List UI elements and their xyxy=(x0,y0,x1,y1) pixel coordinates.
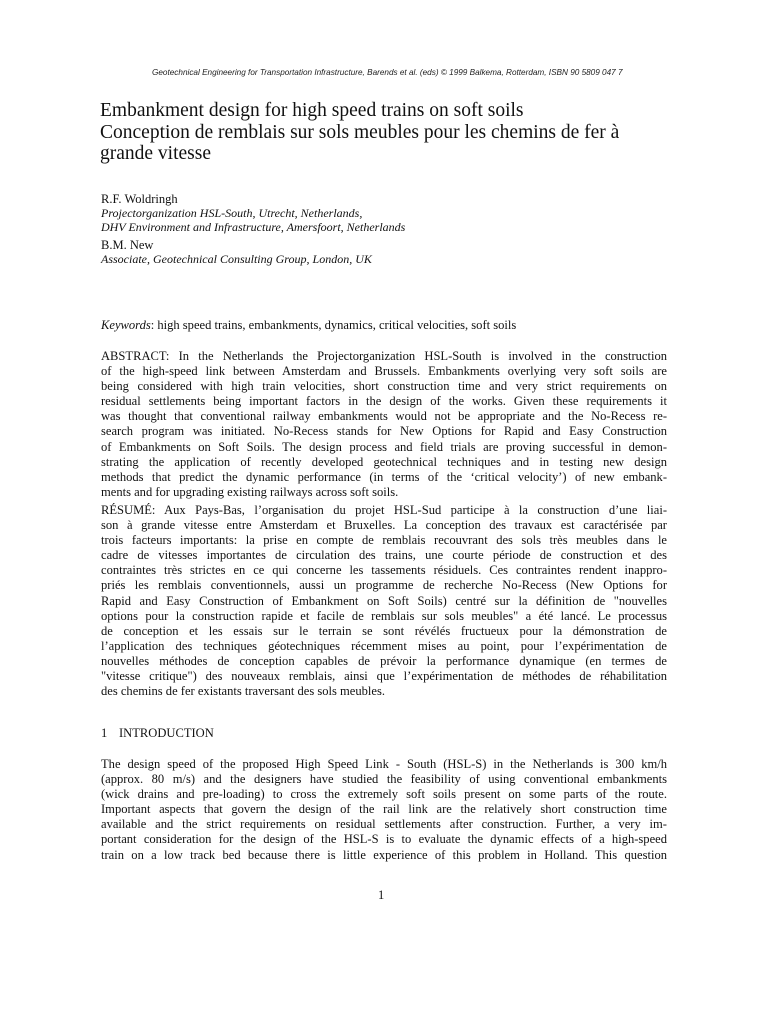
abstract-line: ABSTRACT: In the Netherlands the Projectorganization HSL-South is involved in the construction xyxy=(101,349,667,363)
abstract-line: of Embankments on Soft Soils. The design process and field trials are proving successful in demon- xyxy=(101,439,667,454)
author-affiliation: Associate, Geotechnical Consulting Group, London, UK xyxy=(101,252,372,266)
resume-line: des chemins de fer existants traversant des sols meubles. xyxy=(101,684,385,699)
author-affiliation: DHV Environment and Infrastructure, Amersfoort, Netherlands xyxy=(101,220,406,234)
resume-line: RÉSUMÉ: Aux Pays-Bas, l’organisation du projet HSL-Sud participe à la construction d’une liai- xyxy=(101,503,667,517)
resume-paragraph xyxy=(101,503,667,699)
resume-line: l’application des techniques géotechniques récemment mises au point, pour l’expérimentation de xyxy=(101,638,667,653)
author-name: B.M. New xyxy=(101,238,154,252)
title-line: Embankment design for high speed trains on soft soils xyxy=(100,100,524,121)
section-number: 1 xyxy=(101,726,108,740)
title-line: grande vitesse xyxy=(100,143,212,164)
author-block xyxy=(101,238,661,266)
resume-line: de conception et les essais sur le terrain se sont révélés fructueux pour la démonstration de xyxy=(101,623,667,638)
keywords-label: Keywords xyxy=(101,318,151,332)
resume-line: cadre de vitesses importantes de circulation des trains, une courte période de construction et des xyxy=(101,548,667,563)
abstract-line: strating the application of recently developed geotechnical techniques and in testing new design xyxy=(101,454,667,469)
author-block xyxy=(101,192,661,234)
author-name: R.F. Woldringh xyxy=(101,192,178,206)
intro-line: The design speed of the proposed High Speed Link - South (HSL-S) in the Netherlands is 300 km/h xyxy=(101,757,667,771)
abstract-line: was thought that conventional railway embankments would not be appropriate and the No-Recess re- xyxy=(101,409,667,424)
citation-header: Geotechnical Engineering for Transportation Infrastructure, Barends et al. (eds) © 1999 Balkema, Rotterdam, ISBN 90 5809 047 7 xyxy=(152,68,623,77)
intro-line: (approx. 80 m/s) and the designers have studied the feasibility of using conventional embankments xyxy=(101,772,667,787)
resume-line: options pour la construction rapide et facile de remblais sur sols meubles" a été lancé. Le processus xyxy=(101,608,667,623)
abstract-line: ments and for upgrading existing railways across soft soils. xyxy=(101,484,399,499)
author-affiliation: Projectorganization HSL-South, Utrecht, Netherlands, xyxy=(101,206,363,220)
abstract-line: residual settlements being important factors in the design of the works. Given these requirements it xyxy=(101,394,667,409)
intro-line: available and the strict requirements on residual settlements after construction. Further, a very im- xyxy=(101,817,667,832)
section-heading xyxy=(101,726,214,741)
intro-line: (wick drains and pre-loading) to cross the extremely soft soils present on some parts of the route. xyxy=(101,787,667,802)
keywords-paragraph xyxy=(101,318,667,333)
intro-line: Important aspects that govern the design of the rail link are the relatively short construction time xyxy=(101,802,667,817)
abstract-line: of the high-speed link between Amsterdam and Brussels. Embankments overlying very soft soils are xyxy=(101,364,667,379)
keywords-text: : high speed trains, embankments, dynamics, critical velocities, soft soils xyxy=(150,318,517,332)
section-title: INTRODUCTION xyxy=(119,726,214,740)
resume-line: son à grande vitesse entre Amsterdam et Bruxelles. La conception des travaux est caractérisée par xyxy=(101,518,667,533)
resume-line: priés les remblais conventionnels, aussi un programme de recherche No-Recess (New Options for xyxy=(101,578,667,593)
paper-title xyxy=(100,100,680,165)
resume-line: "vitesse critique") des nouveaux remblais, ainsi que l’expérimentation de méthodes de réhabilitation xyxy=(101,669,667,684)
resume-line: nouvelles méthodes de conception capables de prévoir la performance dynamique (en termes de xyxy=(101,653,667,668)
abstract-line: being considered with high train velocities, short construction time and very strict requirements on xyxy=(101,379,667,394)
resume-line: contraintes très strictes en ce qui concerne les tassements résiduels. Ces contraintes rendent inappro- xyxy=(101,563,667,578)
intro-line: portant consideration for the design of the HSL-S is to evaluate the dynamic effects of a high-speed xyxy=(101,832,667,847)
abstract-line: methods that predict the dynamic performance (in terms of the ‘critical velocity’) of new embank- xyxy=(101,469,667,484)
intro-line: train on a low track bed because there is little experience of this problem in Holland. This question xyxy=(101,847,667,862)
resume-line: Rapid and Easy Construction of Embankment on Soft Soils) centré sur la définition de "nouvelles xyxy=(101,593,667,608)
resume-line: trois facteurs importants: la prise en compte de remblais recouvrant des sols très meubles dans le xyxy=(101,533,667,548)
abstract-line: search program was initiated. No-Recess stands for New Options for Rapid and Easy Construction xyxy=(101,424,667,439)
title-line: Conception de remblais sur sols meubles pour les chemins de fer à xyxy=(100,121,620,143)
page-number: 1 xyxy=(378,888,385,902)
abstract-paragraph xyxy=(101,349,667,500)
introduction-paragraph xyxy=(101,757,667,863)
